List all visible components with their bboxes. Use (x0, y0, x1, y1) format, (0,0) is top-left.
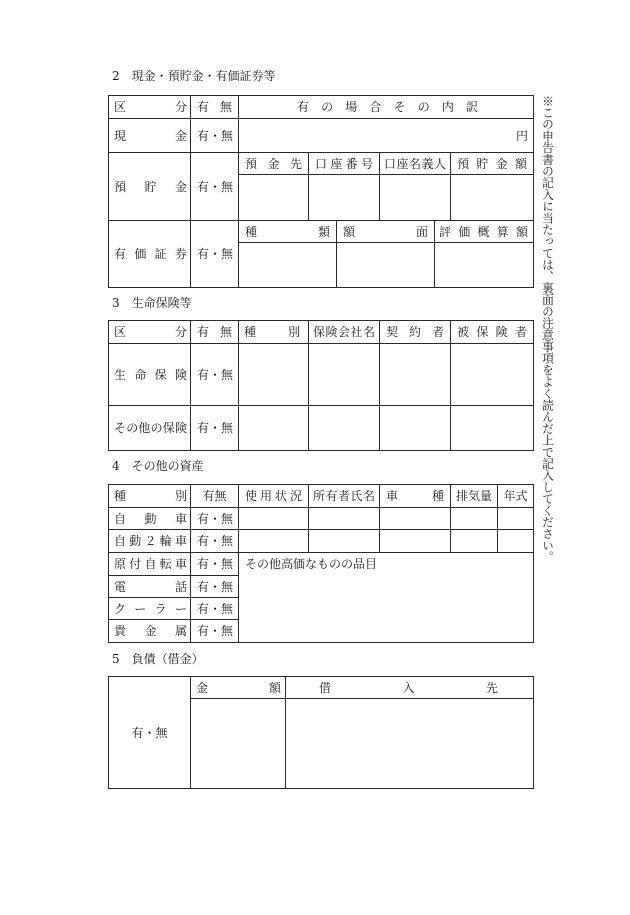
securities-type-header: 種類 (239, 221, 337, 243)
vehicle-model-cell (380, 508, 451, 530)
cash-savings-securities-table (108, 95, 534, 288)
air-conditioner-label: クーラー (109, 598, 191, 620)
header-lender: 借入先 (286, 677, 534, 699)
header-model: 車種 (380, 485, 451, 508)
savings-presence: 有・無 (191, 153, 239, 221)
section3-heading: 3 生命保険等 (112, 296, 192, 310)
header-presence: 有無 (191, 485, 239, 508)
insurance-policyholder-cell (380, 344, 451, 406)
vehicle-year-cell (498, 508, 534, 530)
header-insurance-type: 種別 (239, 321, 309, 344)
savings-account-number-header: 口座番号 (309, 153, 380, 175)
moped-presence: 有・無 (191, 553, 239, 576)
vehicle-usage-cell (239, 530, 309, 553)
securities-label: 有価証券 (109, 221, 191, 288)
header-owner: 所有者氏名 (309, 485, 380, 508)
insurance-policyholder-cell (380, 406, 451, 451)
section4-heading: 4 その他の資産 (112, 459, 204, 473)
precious-metals-label: 貴金属 (109, 620, 191, 643)
telephone-presence: 有・無 (191, 576, 239, 598)
moped-label: 原付自転車 (109, 553, 191, 576)
car-label: 自動車 (109, 508, 191, 530)
header-details: 有の場合その内訳 (239, 96, 534, 119)
other-insurance-label: その他の保険 (109, 406, 191, 451)
section2-heading: 2 現金・預貯金・有価証券等 (112, 69, 276, 83)
life-insurance-table (108, 320, 534, 451)
vehicle-displacement-cell (451, 508, 498, 530)
header-displacement: 排気量 (451, 485, 498, 508)
car-presence: 有・無 (191, 508, 239, 530)
insurance-company-cell (309, 344, 380, 406)
precious-metals-presence: 有・無 (191, 620, 239, 643)
cash-amount-cell (239, 119, 534, 153)
debt-lender-cell (286, 699, 534, 789)
header-insured: 被保険者 (451, 321, 534, 344)
savings-label: 預貯金 (109, 153, 191, 221)
insurance-type-cell (239, 344, 309, 406)
other-assets-table (108, 484, 534, 643)
vehicle-owner-cell (309, 508, 380, 530)
instruction-note: ※この申告書の記入に当たっては、裏面の注意事項をよく読んだ上で記入してください。 (541, 95, 555, 563)
header-policyholder: 契約者 (380, 321, 451, 344)
debt-amount-cell (191, 699, 286, 789)
header-usage: 使用状況 (239, 485, 309, 508)
motorcycle-label: 自動２輪車 (109, 530, 191, 553)
valuables-label: その他高価なものの品目 (245, 557, 378, 571)
header-insurer: 保険会社名 (309, 321, 380, 344)
savings-account-holder-header: 口座名義人 (380, 153, 451, 175)
section5-heading: 5 負債（借金） (112, 652, 204, 666)
header-category: 区分 (109, 321, 191, 344)
vehicle-owner-cell (309, 530, 380, 553)
securities-presence: 有・無 (191, 221, 239, 288)
securities-face-value-cell (337, 243, 435, 288)
air-conditioner-presence: 有・無 (191, 598, 239, 620)
savings-amount-cell (451, 175, 534, 221)
vehicle-usage-cell (239, 508, 309, 530)
securities-face-value-header: 額面 (337, 221, 435, 243)
savings-bank-cell (239, 175, 309, 221)
vehicle-model-cell (380, 530, 451, 553)
header-presence: 有無 (191, 96, 239, 119)
securities-estimated-value-header: 評価概算額 (435, 221, 534, 243)
insurance-company-cell (309, 406, 380, 451)
yen-unit: 円 (516, 128, 529, 143)
header-category: 区分 (109, 96, 191, 119)
motorcycle-presence: 有・無 (191, 530, 239, 553)
savings-bank-header: 預金先 (239, 153, 309, 175)
savings-account-number-cell (309, 175, 380, 221)
vehicle-year-cell (498, 530, 534, 553)
telephone-label: 電話 (109, 576, 191, 598)
header-category: 種別 (109, 485, 191, 508)
header-debt-amount: 金額 (191, 677, 286, 699)
cash-presence: 有・無 (191, 119, 239, 153)
valuables-cell (239, 553, 534, 643)
cash-label: 現金 (109, 119, 191, 153)
insurance-insured-cell (451, 406, 534, 451)
savings-account-holder-cell (380, 175, 451, 221)
debt-table (108, 676, 534, 789)
header-year: 年式 (498, 485, 534, 508)
vehicle-displacement-cell (451, 530, 498, 553)
insurance-type-cell (239, 406, 309, 451)
debt-presence: 有・無 (109, 677, 191, 789)
securities-type-cell (239, 243, 337, 288)
insurance-insured-cell (451, 344, 534, 406)
life-insurance-label: 生命保険 (109, 344, 191, 406)
savings-amount-header: 預貯金額 (451, 153, 534, 175)
other-insurance-presence: 有・無 (191, 406, 239, 451)
securities-estimated-value-cell (435, 243, 534, 288)
header-presence: 有無 (191, 321, 239, 344)
life-insurance-presence: 有・無 (191, 344, 239, 406)
